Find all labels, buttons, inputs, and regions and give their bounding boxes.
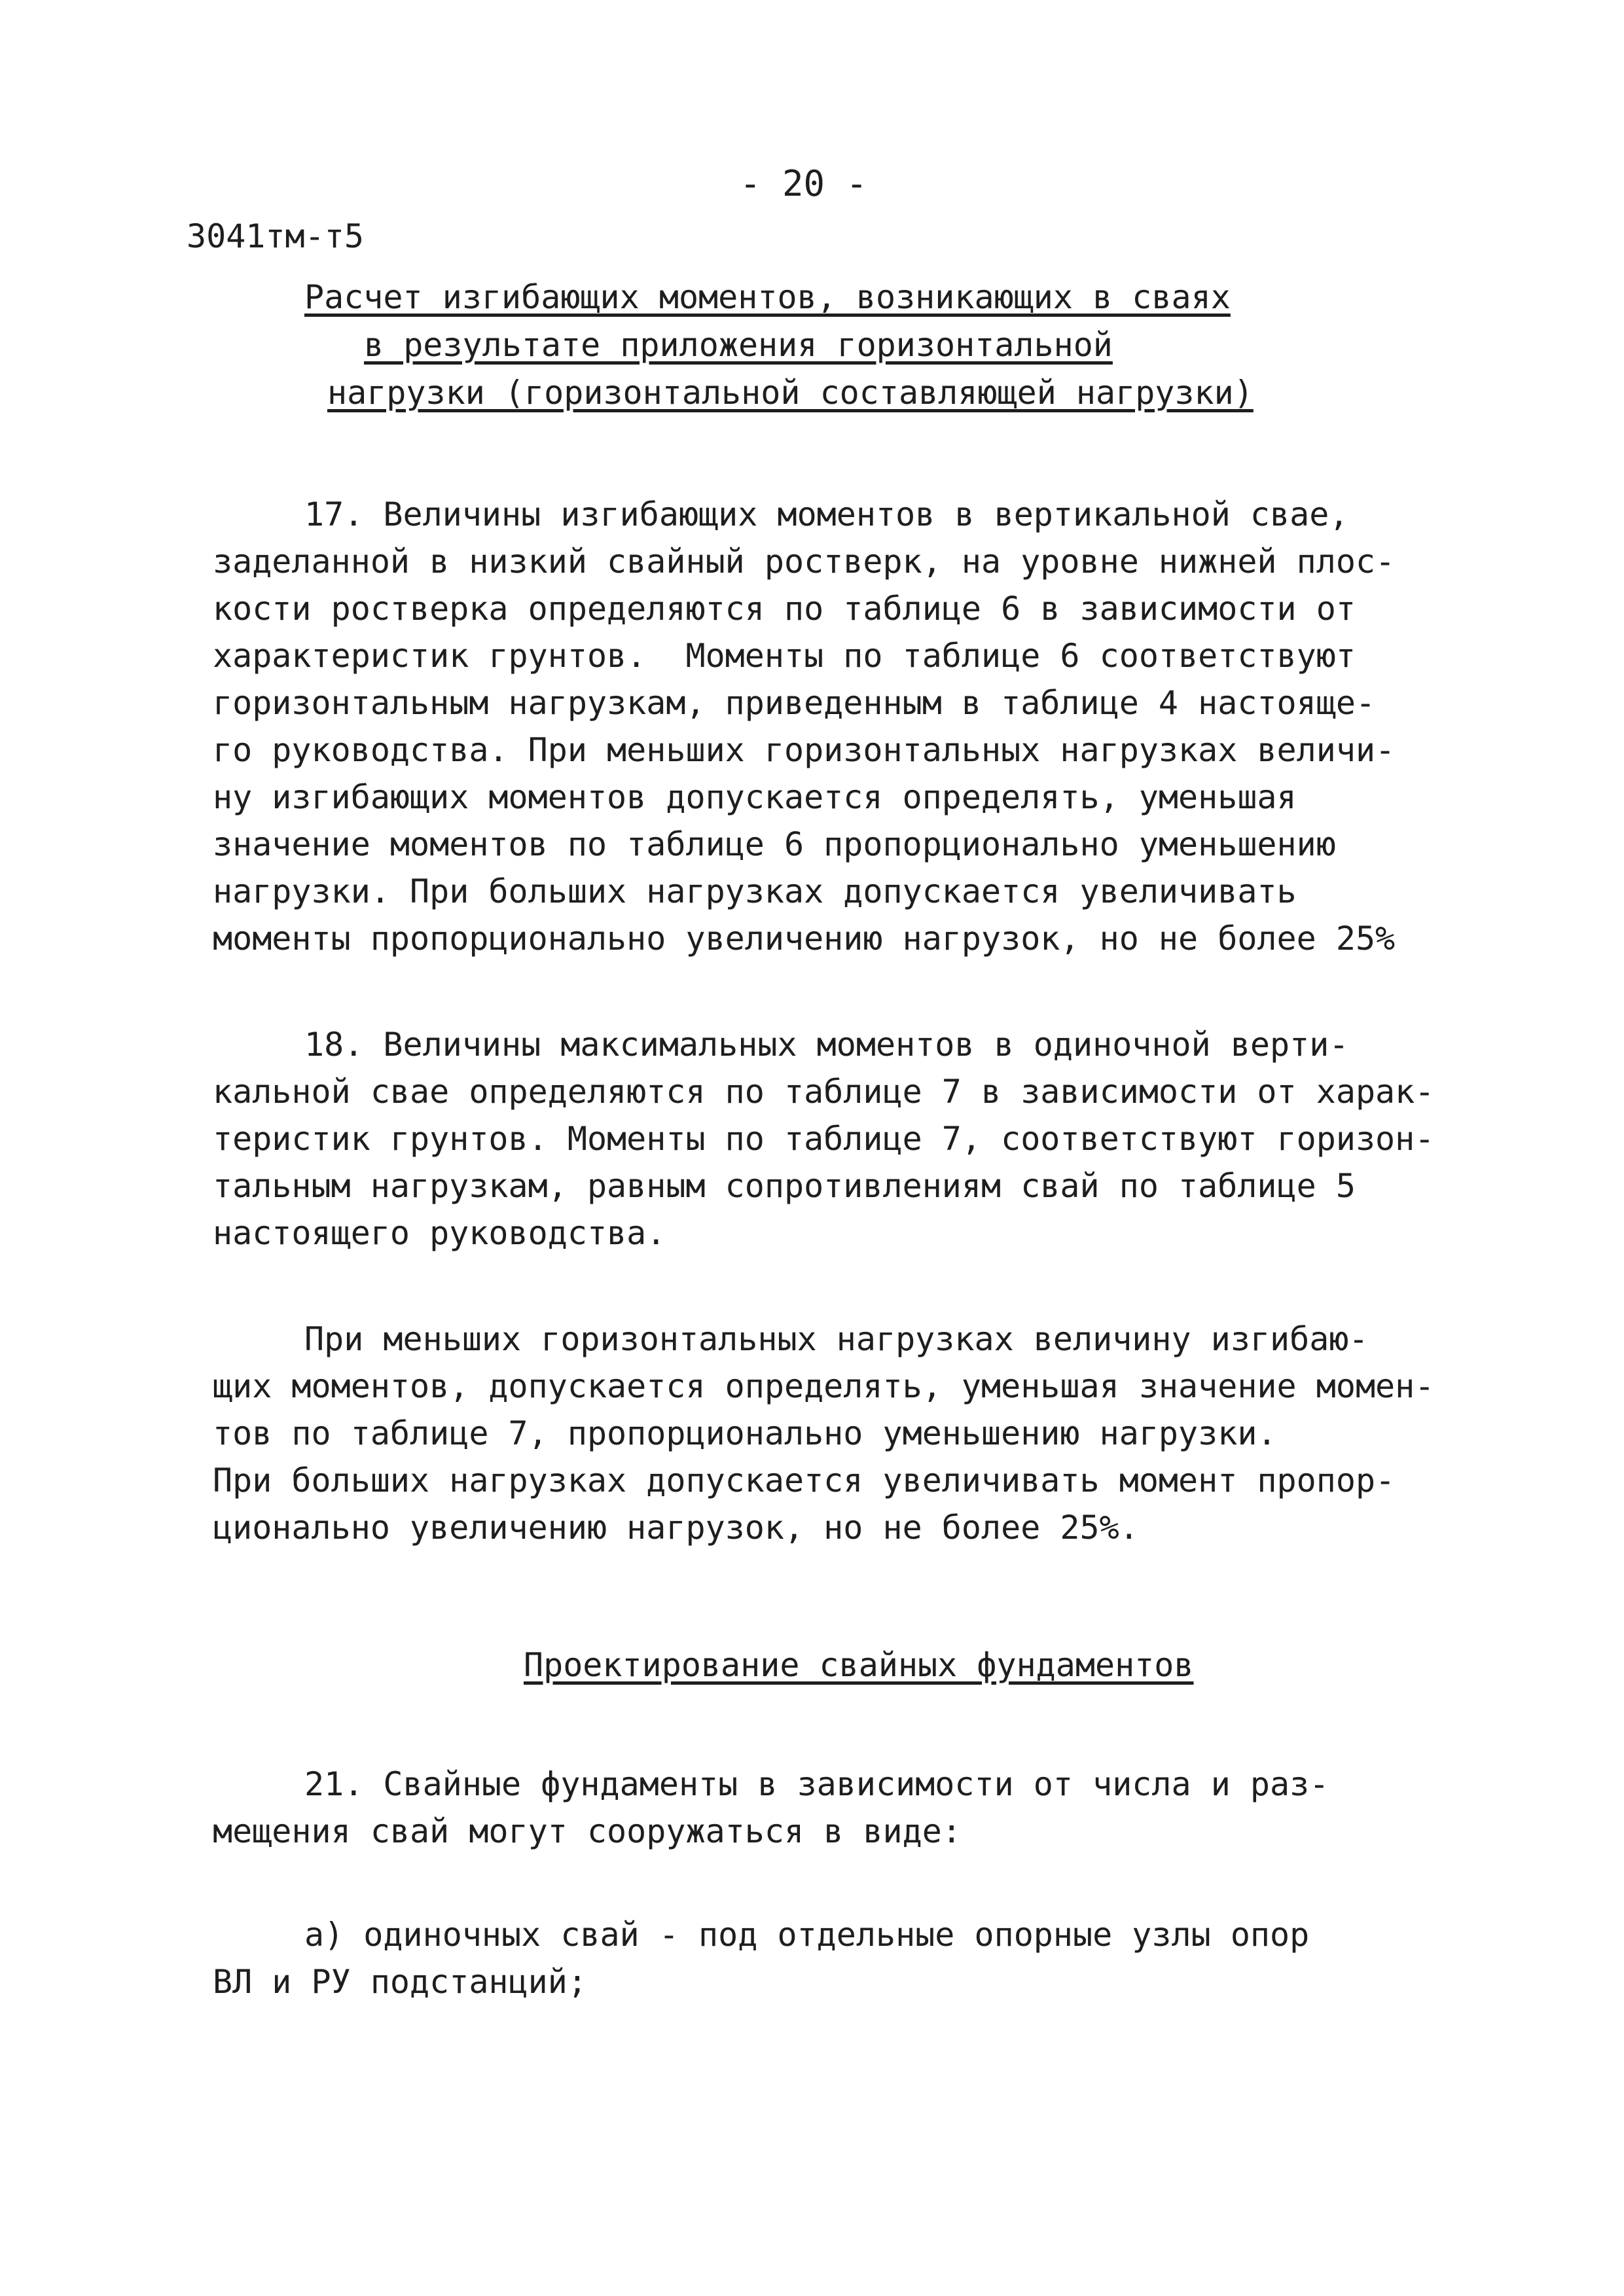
paragraph-17-line: горизонтальным нагрузкам, приведенным в таблице 4 настояще-: [213, 684, 1376, 722]
paragraph-18b-line: При меньших горизонтальных нагрузках величину изгибаю-: [304, 1320, 1369, 1358]
paragraph-17-line: 17. Величины изгибающих моментов в вертикальной свае,: [304, 495, 1349, 533]
paragraph-21-line: мещения свай могут сооружаться в виде:: [213, 1812, 962, 1850]
paragraph-17-line: го руководства. При меньших горизонтальных нагрузках величи-: [213, 731, 1396, 769]
paragraph-18-line: настоящего руководства.: [213, 1214, 666, 1252]
heading-line-3: нагрузки (горизонтальной составляющей нагрузки): [327, 374, 1254, 412]
paragraph-18b-line: При больших нагрузках допускается увеличивать момент пропор-: [213, 1462, 1396, 1499]
paragraph-18-line: 18. Величины максимальных моментов в одиночной верти-: [304, 1026, 1349, 1064]
paragraph-17-line: заделанной в низкий свайный ростверк, на уровне нижней плос-: [213, 543, 1396, 581]
document-code: 3041тм-т5: [187, 217, 364, 255]
page-number: - 20 -: [740, 163, 868, 204]
paragraph-21-line: 21. Свайные фундаменты в зависимости от числа и раз-: [304, 1765, 1329, 1803]
paragraph-18-line: тальным нагрузкам, равным сопротивлениям свай по таблице 5: [213, 1167, 1356, 1205]
paragraph-18b-line: щих моментов, допускается определять, уменьшая значение момен-: [213, 1367, 1435, 1405]
section-heading: Проектирование свайных фундаментов: [524, 1646, 1194, 1684]
paragraph-17-line: значение моментов по таблице 6 пропорционально уменьшению: [213, 825, 1336, 863]
heading-line-2: в результате приложения горизонтальной: [364, 326, 1113, 364]
list-item-a-line: а) одиночных свай - под отдельные опорные узлы опор: [304, 1916, 1310, 1954]
paragraph-18b-line: тов по таблице 7, пропорционально уменьшению нагрузки.: [213, 1414, 1277, 1452]
heading-line-1: Расчет изгибающих моментов, возникающих в сваях: [304, 278, 1231, 316]
paragraph-17-line: моменты пропорционально увеличению нагрузок, но не более 25%: [213, 920, 1396, 958]
paragraph-17-line: ну изгибающих моментов допускается определять, уменьшая: [213, 778, 1297, 816]
paragraph-17-line: нагрузки. При больших нагрузках допускается увеличивать: [213, 872, 1297, 910]
paragraph-17-line: кости ростверка определяются по таблице 6 в зависимости от: [213, 590, 1356, 628]
paragraph-17-line: характеристик грунтов. Моменты по таблице 6 соответствуют: [213, 637, 1356, 675]
paragraph-18b-line: ционально увеличению нагрузок, но не более 25%.: [213, 1509, 1139, 1547]
list-item-a-line: ВЛ и РУ подстанций;: [213, 1963, 587, 2001]
paragraph-18-line: теристик грунтов. Моменты по таблице 7, соответствуют горизон-: [213, 1120, 1435, 1158]
paragraph-18-line: кальной свае определяются по таблице 7 в зависимости от харак-: [213, 1073, 1435, 1111]
